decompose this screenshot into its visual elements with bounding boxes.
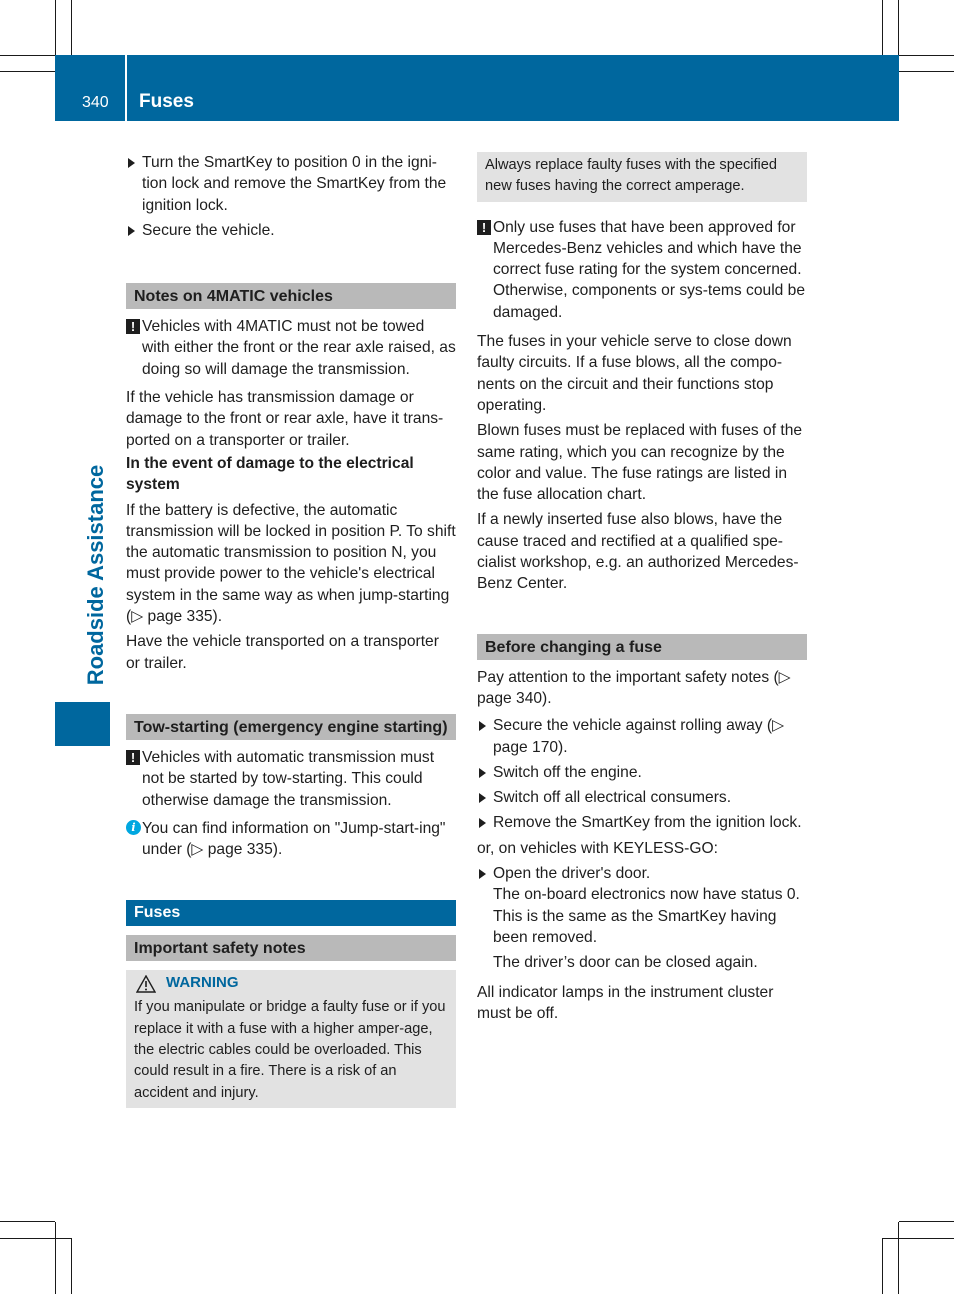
warning-label: WARNING bbox=[166, 974, 239, 992]
note-text: Vehicles with automatic transmission must not be started by tow-starting. This could otherwise damage the transmission. bbox=[142, 748, 435, 809]
section-heading-tow-starting: Tow-starting (emergency engine starting) bbox=[126, 714, 456, 740]
paragraph: If the vehicle has transmission damage or damage to the front or rear axle, have it trans-ported on a transporter or trailer. bbox=[126, 389, 444, 449]
crop-mark bbox=[899, 55, 954, 56]
step-item bbox=[477, 863, 807, 973]
section-heading-4matic: Notes on 4MATIC vehicles bbox=[126, 283, 456, 309]
info-text: You can find information on "Jump-start-ing" under (▷ page 335). bbox=[142, 819, 446, 859]
exclamation-icon: ! bbox=[126, 750, 140, 765]
info-icon: i bbox=[126, 820, 141, 835]
subheading: In the event of damage to the electrical system bbox=[126, 454, 414, 494]
paragraph: The fuses in your vehicle serve to close down faulty circuits. If a fuse blows, all the compo-nents on the circuit and their functions stop operating. bbox=[477, 333, 792, 414]
page-title: Fuses bbox=[139, 91, 194, 112]
note-text: Vehicles with 4MATIC must not be towed with either the front or the rear axle raised, as doing so will damage the transmission. bbox=[142, 318, 456, 378]
step-arrow-icon bbox=[479, 818, 486, 828]
step-arrow-icon bbox=[479, 793, 486, 803]
crop-mark bbox=[882, 0, 883, 55]
step-arrow-icon bbox=[128, 226, 135, 236]
info-note bbox=[126, 818, 456, 861]
page-header bbox=[55, 55, 899, 121]
crop-mark bbox=[882, 1238, 954, 1239]
crop-mark bbox=[0, 71, 55, 72]
paragraph: Have the vehicle transported on a transporter or trailer. bbox=[126, 633, 439, 672]
crop-mark bbox=[899, 1221, 954, 1222]
warning-triangle-icon bbox=[136, 975, 156, 993]
warning-heading bbox=[134, 972, 448, 993]
step-arrow-icon bbox=[479, 721, 486, 731]
paragraph: Blown fuses must be replaced with fuses of the same rating, which you can recognize by the color and value. The fuse ratings are listed in the fuse allocation chart. bbox=[477, 422, 803, 504]
section-heading-fuses: Fuses bbox=[126, 900, 456, 926]
caution-note bbox=[477, 217, 807, 323]
section-heading-before-changing: Before changing a fuse bbox=[477, 634, 807, 660]
step-item bbox=[477, 762, 807, 783]
step-text: Remove the SmartKey from the ignition lock. bbox=[493, 814, 802, 832]
paragraph: If the battery is defective, the automatic transmission will be locked in position P. To shift the automatic transmission to position N, you must provide power to the vehicle's electrical system in the same way as when jump-starting (▷ page 335). bbox=[126, 501, 456, 626]
side-chapter-tab bbox=[55, 702, 110, 746]
step-arrow-icon bbox=[479, 768, 486, 778]
caution-note bbox=[126, 316, 456, 380]
fuse-replacement-box bbox=[477, 152, 807, 202]
step-arrow-icon bbox=[128, 158, 135, 168]
step-text: Switch off all electrical consumers. bbox=[493, 789, 732, 807]
step-text: Turn the SmartKey to position 0 in the igni-tion lock and remove the SmartKey from the ignition lock. bbox=[142, 154, 447, 214]
crop-mark bbox=[71, 1238, 72, 1294]
crop-mark bbox=[0, 1238, 71, 1239]
step-text: Secure the vehicle. bbox=[142, 221, 275, 239]
step-item bbox=[477, 787, 807, 808]
page-number: 340 bbox=[82, 94, 109, 111]
box-text: Always replace faulty fuses with the specified new fuses having the correct amperage. bbox=[485, 157, 778, 195]
step-arrow-icon bbox=[479, 869, 486, 879]
step-result: The driver’s door can be closed again. bbox=[493, 954, 758, 972]
step-text: Switch off the engine. bbox=[493, 763, 642, 781]
crop-mark bbox=[882, 1238, 883, 1294]
warning-box bbox=[126, 970, 456, 1107]
right-column bbox=[477, 152, 807, 1024]
exclamation-icon: ! bbox=[477, 220, 491, 235]
step-item bbox=[126, 152, 456, 216]
crop-mark bbox=[899, 71, 954, 72]
step-item bbox=[126, 220, 456, 241]
crop-mark bbox=[898, 0, 899, 55]
paragraph: All indicator lamps in the instrument cluster must be off. bbox=[477, 983, 774, 1022]
warning-text: If you manipulate or bridge a faulty fuse or if you replace it with a fuse with a higher amper-age, the electric cables could be overloaded. This could result in a fire. There is a risk of an accident and injury. bbox=[134, 999, 446, 1101]
crop-mark bbox=[55, 1222, 56, 1294]
crop-mark bbox=[71, 0, 72, 55]
paragraph: Pay attention to the important safety notes (▷ page 340). bbox=[477, 668, 791, 707]
crop-mark bbox=[0, 55, 55, 56]
note-text: Only use fuses that have been approved for Mercedes-Benz vehicles and which have the correct fuse rating for the system concerned. Otherwise, components or sys-tems could be damaged. bbox=[493, 218, 806, 321]
paragraph: or, on vehicles with KEYLESS-GO: bbox=[477, 839, 718, 857]
section-heading-safety-notes: Important safety notes bbox=[126, 935, 456, 961]
paragraph: If a newly inserted fuse also blows, have the cause traced and rectified at a qualified spe-cialist workshop, e.g. an authorized Mercedes-Benz Center. bbox=[477, 511, 799, 593]
step-item bbox=[477, 715, 807, 758]
side-chapter-label: Roadside Assistance bbox=[83, 464, 108, 686]
left-column bbox=[126, 152, 456, 1108]
caution-note bbox=[126, 747, 456, 811]
crop-mark bbox=[55, 0, 56, 55]
exclamation-icon: ! bbox=[126, 319, 140, 334]
step-text: Open the driver's door. bbox=[493, 865, 651, 883]
step-item bbox=[477, 812, 807, 833]
step-result: The on-board electronics now have status 0. This is the same as the SmartKey having been removed. bbox=[493, 886, 800, 946]
header-divider bbox=[125, 55, 127, 121]
step-text: Secure the vehicle against rolling away (▷ page 170). bbox=[493, 717, 785, 756]
crop-mark bbox=[0, 1221, 55, 1222]
crop-mark bbox=[898, 1222, 899, 1294]
